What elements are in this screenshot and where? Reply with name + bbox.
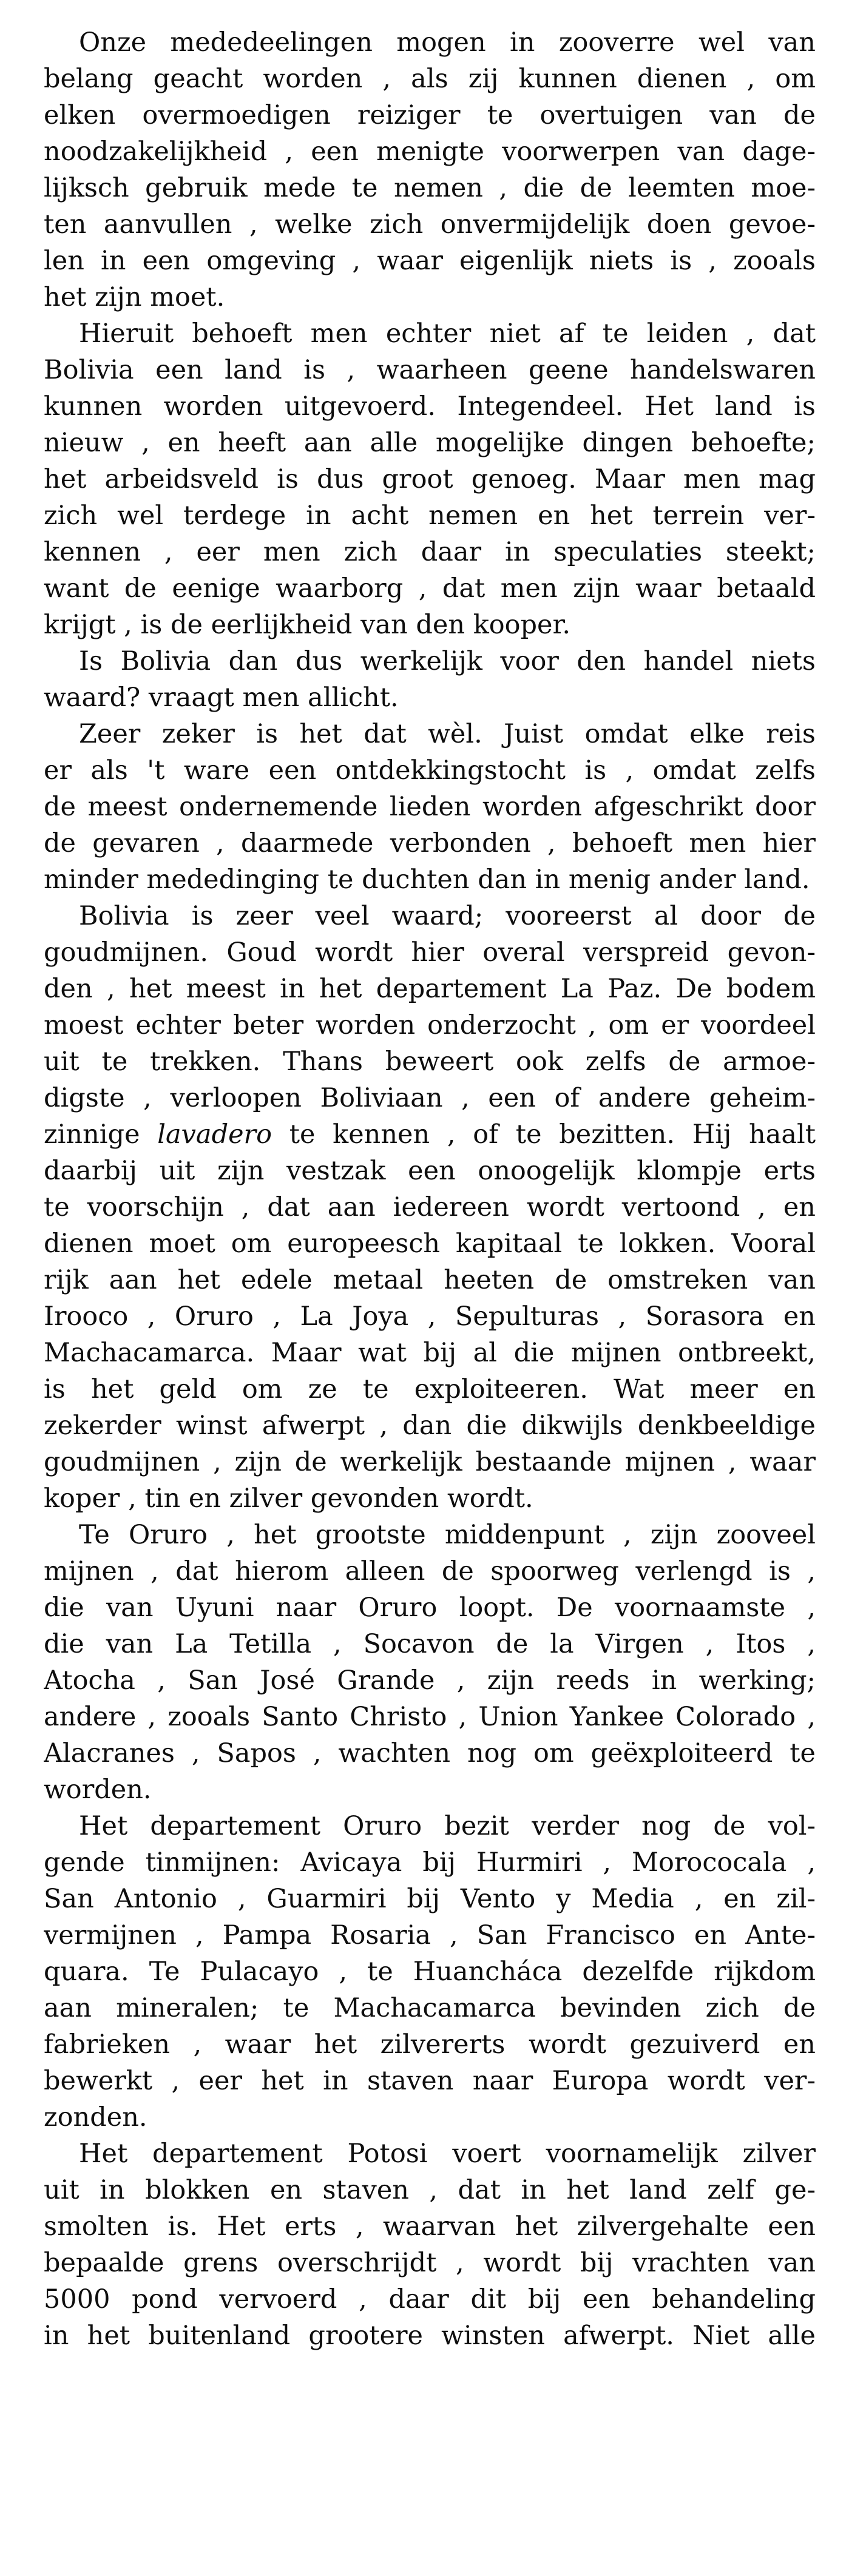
paragraph — [44, 2136, 816, 2354]
text-line: gende tinmijnen: Avicaya bij Hurmiri , Morococala , — [44, 1847, 816, 1878]
text-line: minder mededinging te duchten dan in menig ander land. — [44, 865, 810, 895]
text-line: noodzakelijkheid , een menigte voorwerpen van dage- — [44, 137, 816, 167]
text-line: nieuw , en heeft aan alle mogelijke dingen behoefte; — [44, 428, 816, 458]
text-line: bepaalde grens overschrijdt , wordt bij vrachten van — [44, 2248, 816, 2278]
text-line: Machacamarca. Maar wat bij al die mijnen ontbreekt, — [44, 1338, 816, 1368]
text-line: kunnen worden uitgevoerd. Integendeel. Het land is — [44, 391, 816, 422]
text-line: Bolivia is zeer veel waard; vooreerst al door de — [79, 901, 816, 931]
paragraph — [44, 716, 816, 898]
text-line: len in een omgeving , waar eigenlijk niets is , zooals — [44, 246, 816, 276]
text-line: de gevaren , daarmede verbonden , behoeft men hier — [44, 828, 816, 858]
text-line: het arbeidsveld is dus groot genoeg. Maar men mag — [44, 464, 816, 494]
text-line: Te Oruro , het grootste middenpunt , zijn zooveel — [79, 1520, 816, 1550]
text-line: want de eenige waarborg , dat men zijn waar betaald — [44, 573, 816, 604]
paragraph — [44, 1517, 816, 1808]
text-line: mijnen , dat hierom alleen de spoorweg verlengd is , — [44, 1556, 816, 1586]
text-line: Hieruit behoeft men echter niet af te leiden , dat — [79, 319, 816, 349]
text-line: rijk aan het edele metaal heeten de omstreken van — [44, 1265, 816, 1295]
text-line: ten aanvullen , welke zich onvermijdelijk doen gevoe- — [44, 209, 816, 240]
text-line: vermijnen , Pampa Rosaria , San Francisco en Ante- — [44, 1920, 816, 1951]
text-line: krijgt , is de eerlijkheid van den kooper. — [44, 610, 570, 640]
text-line: moest echter beter worden onderzocht , om er voordeel — [44, 1010, 816, 1040]
text-line: er als 't ware een ontdekkingstocht is , omdat zelfs — [44, 755, 816, 786]
text-line: die van Uyuni naar Oruro loopt. De voornaamste , — [44, 1593, 816, 1623]
text-line: het zijn moet. — [44, 282, 225, 312]
text-line: Zeer zeker is het dat wèl. Juist omdat elke reis — [79, 719, 816, 749]
text-line: uit te trekken. Thans beweert ook zelfs de armoe- — [44, 1047, 816, 1077]
text-line: zonden. — [44, 2102, 147, 2133]
paragraph — [44, 643, 816, 716]
text-line: Atocha , San José Grande , zijn reeds in werking; — [44, 1665, 816, 1696]
text-line: Het departement Oruro bezit verder nog de vol- — [79, 1811, 816, 1841]
text-line: goudmijnen. Goud wordt hier overal verspreid gevon- — [44, 937, 816, 968]
text-line: zich wel terdege in acht nemen en het terrein ver- — [44, 501, 816, 531]
text-line: zekerder winst afwerpt , dan die dikwijls denkbeeldige — [44, 1411, 816, 1441]
text-line: bewerkt , eer het in staven naar Europa wordt ver- — [44, 2066, 816, 2096]
text-line: smolten is. Het erts , waarvan het zilvergehalte een — [44, 2211, 816, 2242]
text-line: aan mineralen; te Machacamarca bevinden zich de — [44, 1993, 816, 2023]
text-line: fabrieken , waar het zilvererts wordt gezuiverd en — [44, 2029, 816, 2060]
text-line: koper , tin en zilver gevonden wordt. — [44, 1483, 533, 1514]
text-line: zinnige lavadero te kennen , of te bezitten. Hij haalt — [44, 1119, 816, 1150]
paragraph — [44, 1808, 816, 2136]
text-line: is het geld om ze te exploiteeren. Wat meer en — [44, 1374, 816, 1404]
text-line: elken overmoedigen reiziger te overtuigen van de — [44, 100, 816, 130]
text-line: quara. Te Pulacayo , te Huancháca dezelfde rijkdom — [44, 1957, 816, 1987]
text-line: digste , verloopen Boliviaan , een of andere geheim- — [44, 1083, 816, 1113]
paragraph — [44, 24, 816, 315]
text-line: goudmijnen , zijn de werkelijk bestaande mijnen , waar — [44, 1447, 816, 1477]
text-line: 5000 pond vervoerd , daar dit bij een behandeling — [44, 2284, 816, 2315]
text-line: Onze mededeelingen mogen in zooverre wel van — [79, 27, 816, 58]
text-line: Alacranes , Sapos , wachten nog om geëxploiteerd te — [44, 1738, 816, 1768]
text-line: waard? vraagt men allicht. — [44, 683, 399, 713]
text-line: Is Bolivia dan dus werkelijk voor den handel niets — [79, 646, 816, 676]
text-line: die van La Tetilla , Socavon de la Virgen , Itos , — [44, 1629, 816, 1659]
text-line: daarbij uit zijn vestzak een onoogelijk klompje erts — [44, 1156, 816, 1186]
text-line: in het buitenland grootere winsten afwerpt. Niet alle — [44, 2321, 816, 2351]
paragraph — [44, 898, 816, 1517]
text-line: uit in blokken en staven , dat in het land zelf ge- — [44, 2175, 816, 2205]
text-line: worden. — [44, 1775, 152, 1805]
paragraph — [44, 315, 816, 643]
text-line: de meest ondernemende lieden worden afgeschrikt door — [44, 792, 816, 822]
text-line: andere , zooals Santo Christo , Union Yankee Colorado , — [44, 1702, 816, 1732]
text-line: Bolivia een land is , waarheen geene handelswaren — [44, 355, 816, 385]
text-line: Irooco , Oruro , La Joya , Sepulturas , Sorasora en — [44, 1301, 816, 1332]
page-text — [44, 24, 816, 2354]
text-line: lijksch gebruik mede te nemen , die de leemten moe- — [44, 173, 816, 203]
text-line: kennen , eer men zich daar in speculaties steekt; — [44, 537, 816, 567]
text-line: Het departement Potosi voert voornamelijk zilver — [79, 2139, 816, 2169]
text-line: te voorschijn , dat aan iedereen wordt vertoond , en — [44, 1192, 816, 1222]
text-line: San Antonio , Guarmiri bij Vento y Media , en zil- — [44, 1884, 816, 1914]
text-line: dienen moet om europeesch kapitaal te lokken. Vooral — [44, 1229, 816, 1259]
text-line: den , het meest in het departement La Paz. De bodem — [44, 974, 816, 1004]
text-line: belang geacht worden , als zij kunnen dienen , om — [44, 64, 816, 94]
